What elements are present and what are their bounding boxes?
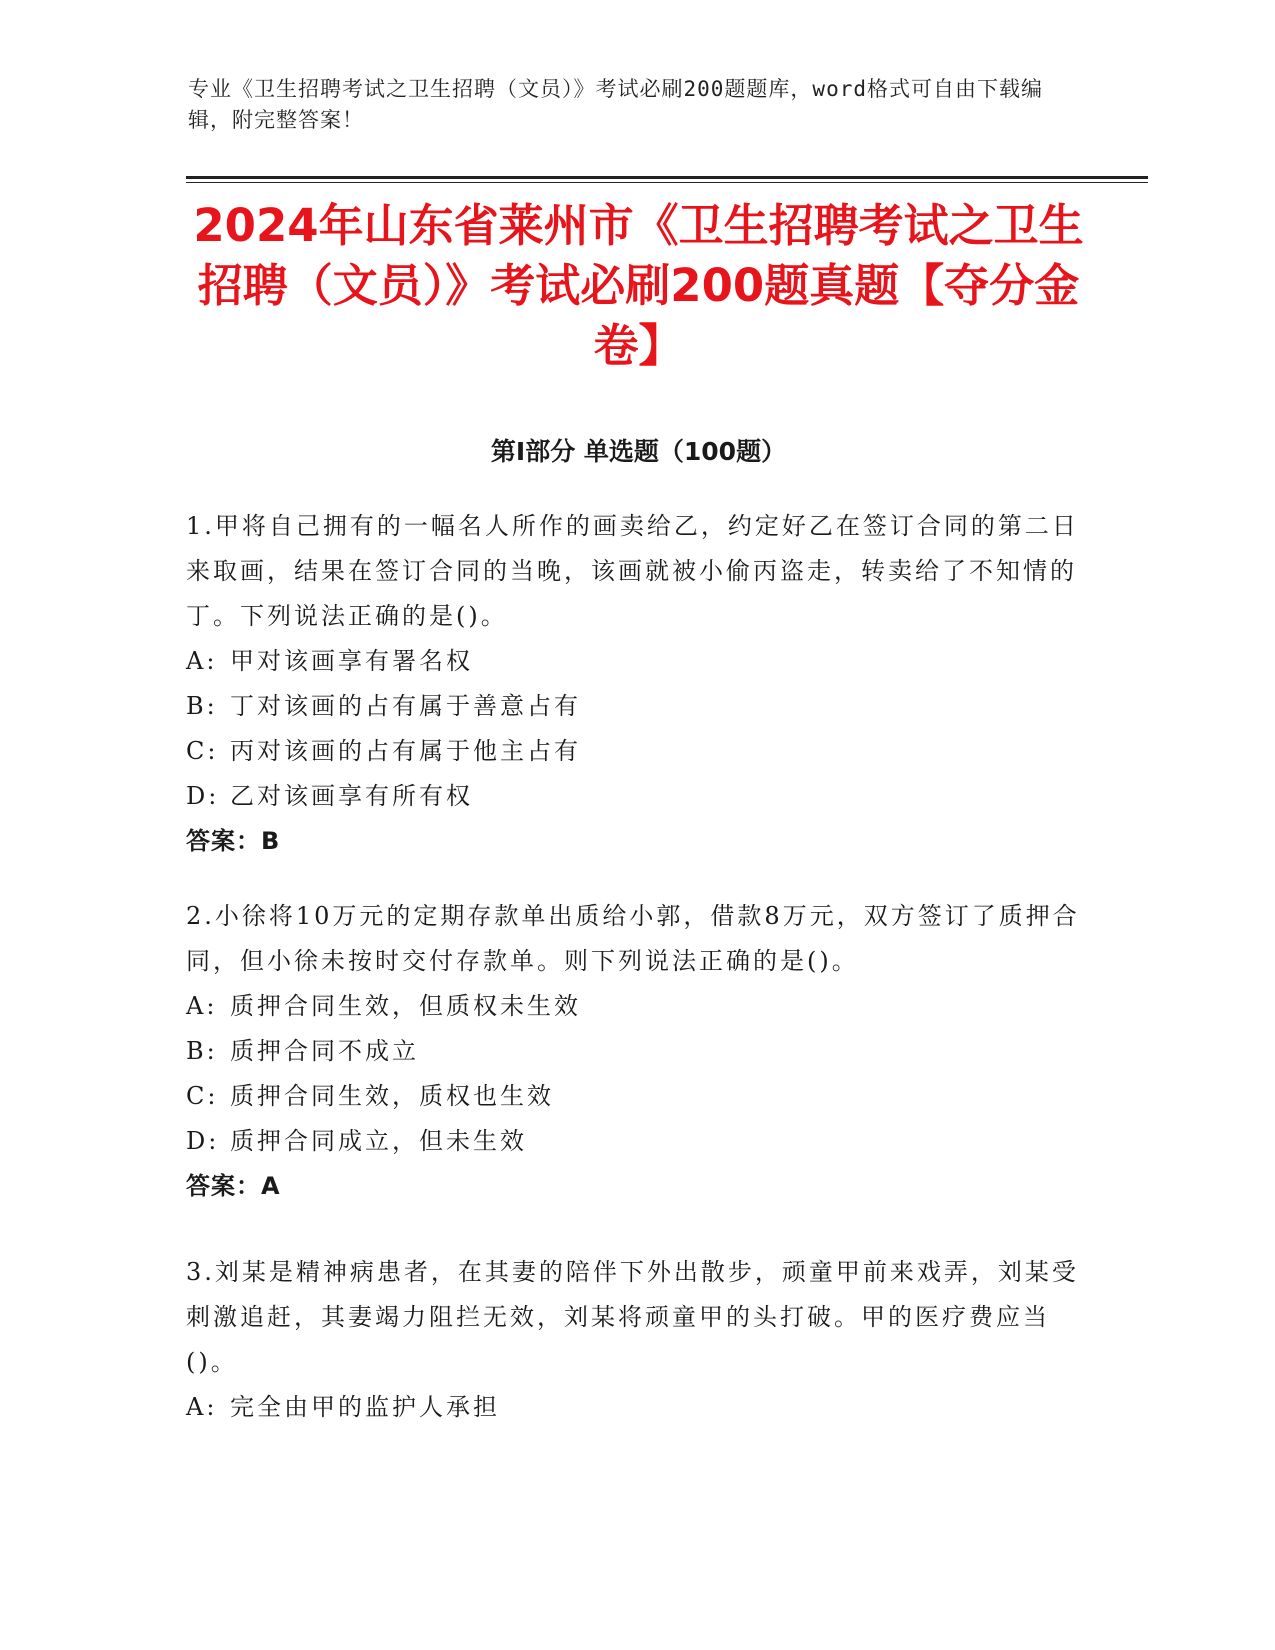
option-b <box>186 684 1091 729</box>
section-heading: 第I部分 单选题（100题） <box>490 437 787 466</box>
option-text: 质押合同生效，质权也生效 <box>230 1082 554 1110</box>
option-d <box>186 774 1091 819</box>
option-c <box>186 729 1091 774</box>
option-text: 丁对该画的占有属于善意占有 <box>230 692 581 720</box>
option-text: 乙对该画享有所有权 <box>230 782 473 810</box>
option-key: B: <box>186 1037 218 1065</box>
question-stem: 1.甲将自己拥有的一幅名人所作的画卖给乙，约定好乙在签订合同的第二日来取画，结果在签订合同的当晚，该画就被小偷丙盗走，转卖给了不知情的丁。下列说法正确的是()。 <box>186 512 1079 630</box>
option-key: B: <box>186 692 218 720</box>
option-key: A: <box>186 647 218 675</box>
option-text: 质押合同生效，但质权未生效 <box>230 992 581 1020</box>
option-text: 质押合同不成立 <box>230 1037 419 1065</box>
question-1 <box>186 504 1091 864</box>
option-a <box>186 984 1091 1029</box>
option-key: C: <box>186 737 219 765</box>
option-key: A: <box>186 1393 218 1421</box>
option-text: 甲对该画享有署名权 <box>230 647 473 675</box>
answer-line: 答案：A <box>186 1172 281 1200</box>
header-note: 专业《卫生招聘考试之卫生招聘（文员）》考试必刷200题题库，word格式可自由下载编辑，附完整答案！ <box>188 77 1043 132</box>
header-divider-thin <box>186 182 1148 183</box>
option-key: D: <box>186 1127 220 1155</box>
answer-line: 答案：B <box>186 827 281 855</box>
option-key: D: <box>186 782 220 810</box>
option-b <box>186 1029 1091 1074</box>
option-text: 丙对该画的占有属于他主占有 <box>230 737 581 765</box>
question-2 <box>186 894 1091 1209</box>
document-title: 2024年山东省莱州市《卫生招聘考试之卫生招聘（文员）》考试必刷200题真题【夺分金卷】 <box>193 199 1084 372</box>
option-a <box>186 639 1091 684</box>
option-text: 完全由甲的监护人承担 <box>230 1393 500 1421</box>
question-3 <box>186 1250 1091 1430</box>
option-d <box>186 1119 1091 1164</box>
question-stem: 3.刘某是精神病患者，在其妻的陪伴下外出散步，顽童甲前来戏弄，刘某受刺激追赶，其妻竭力阻拦无效，刘某将顽童甲的头打破。甲的医疗费应当()。 <box>186 1258 1079 1376</box>
question-stem: 2.小徐将10万元的定期存款单出质给小郭，借款8万元，双方签订了质押合同，但小徐未按时交付存款单。则下列说法正确的是()。 <box>186 902 1080 975</box>
option-text: 质押合同成立，但未生效 <box>230 1127 527 1155</box>
option-c <box>186 1074 1091 1119</box>
option-key: A: <box>186 992 218 1020</box>
option-key: C: <box>186 1082 219 1110</box>
option-a <box>186 1385 1091 1430</box>
header-divider-thick <box>186 176 1148 179</box>
